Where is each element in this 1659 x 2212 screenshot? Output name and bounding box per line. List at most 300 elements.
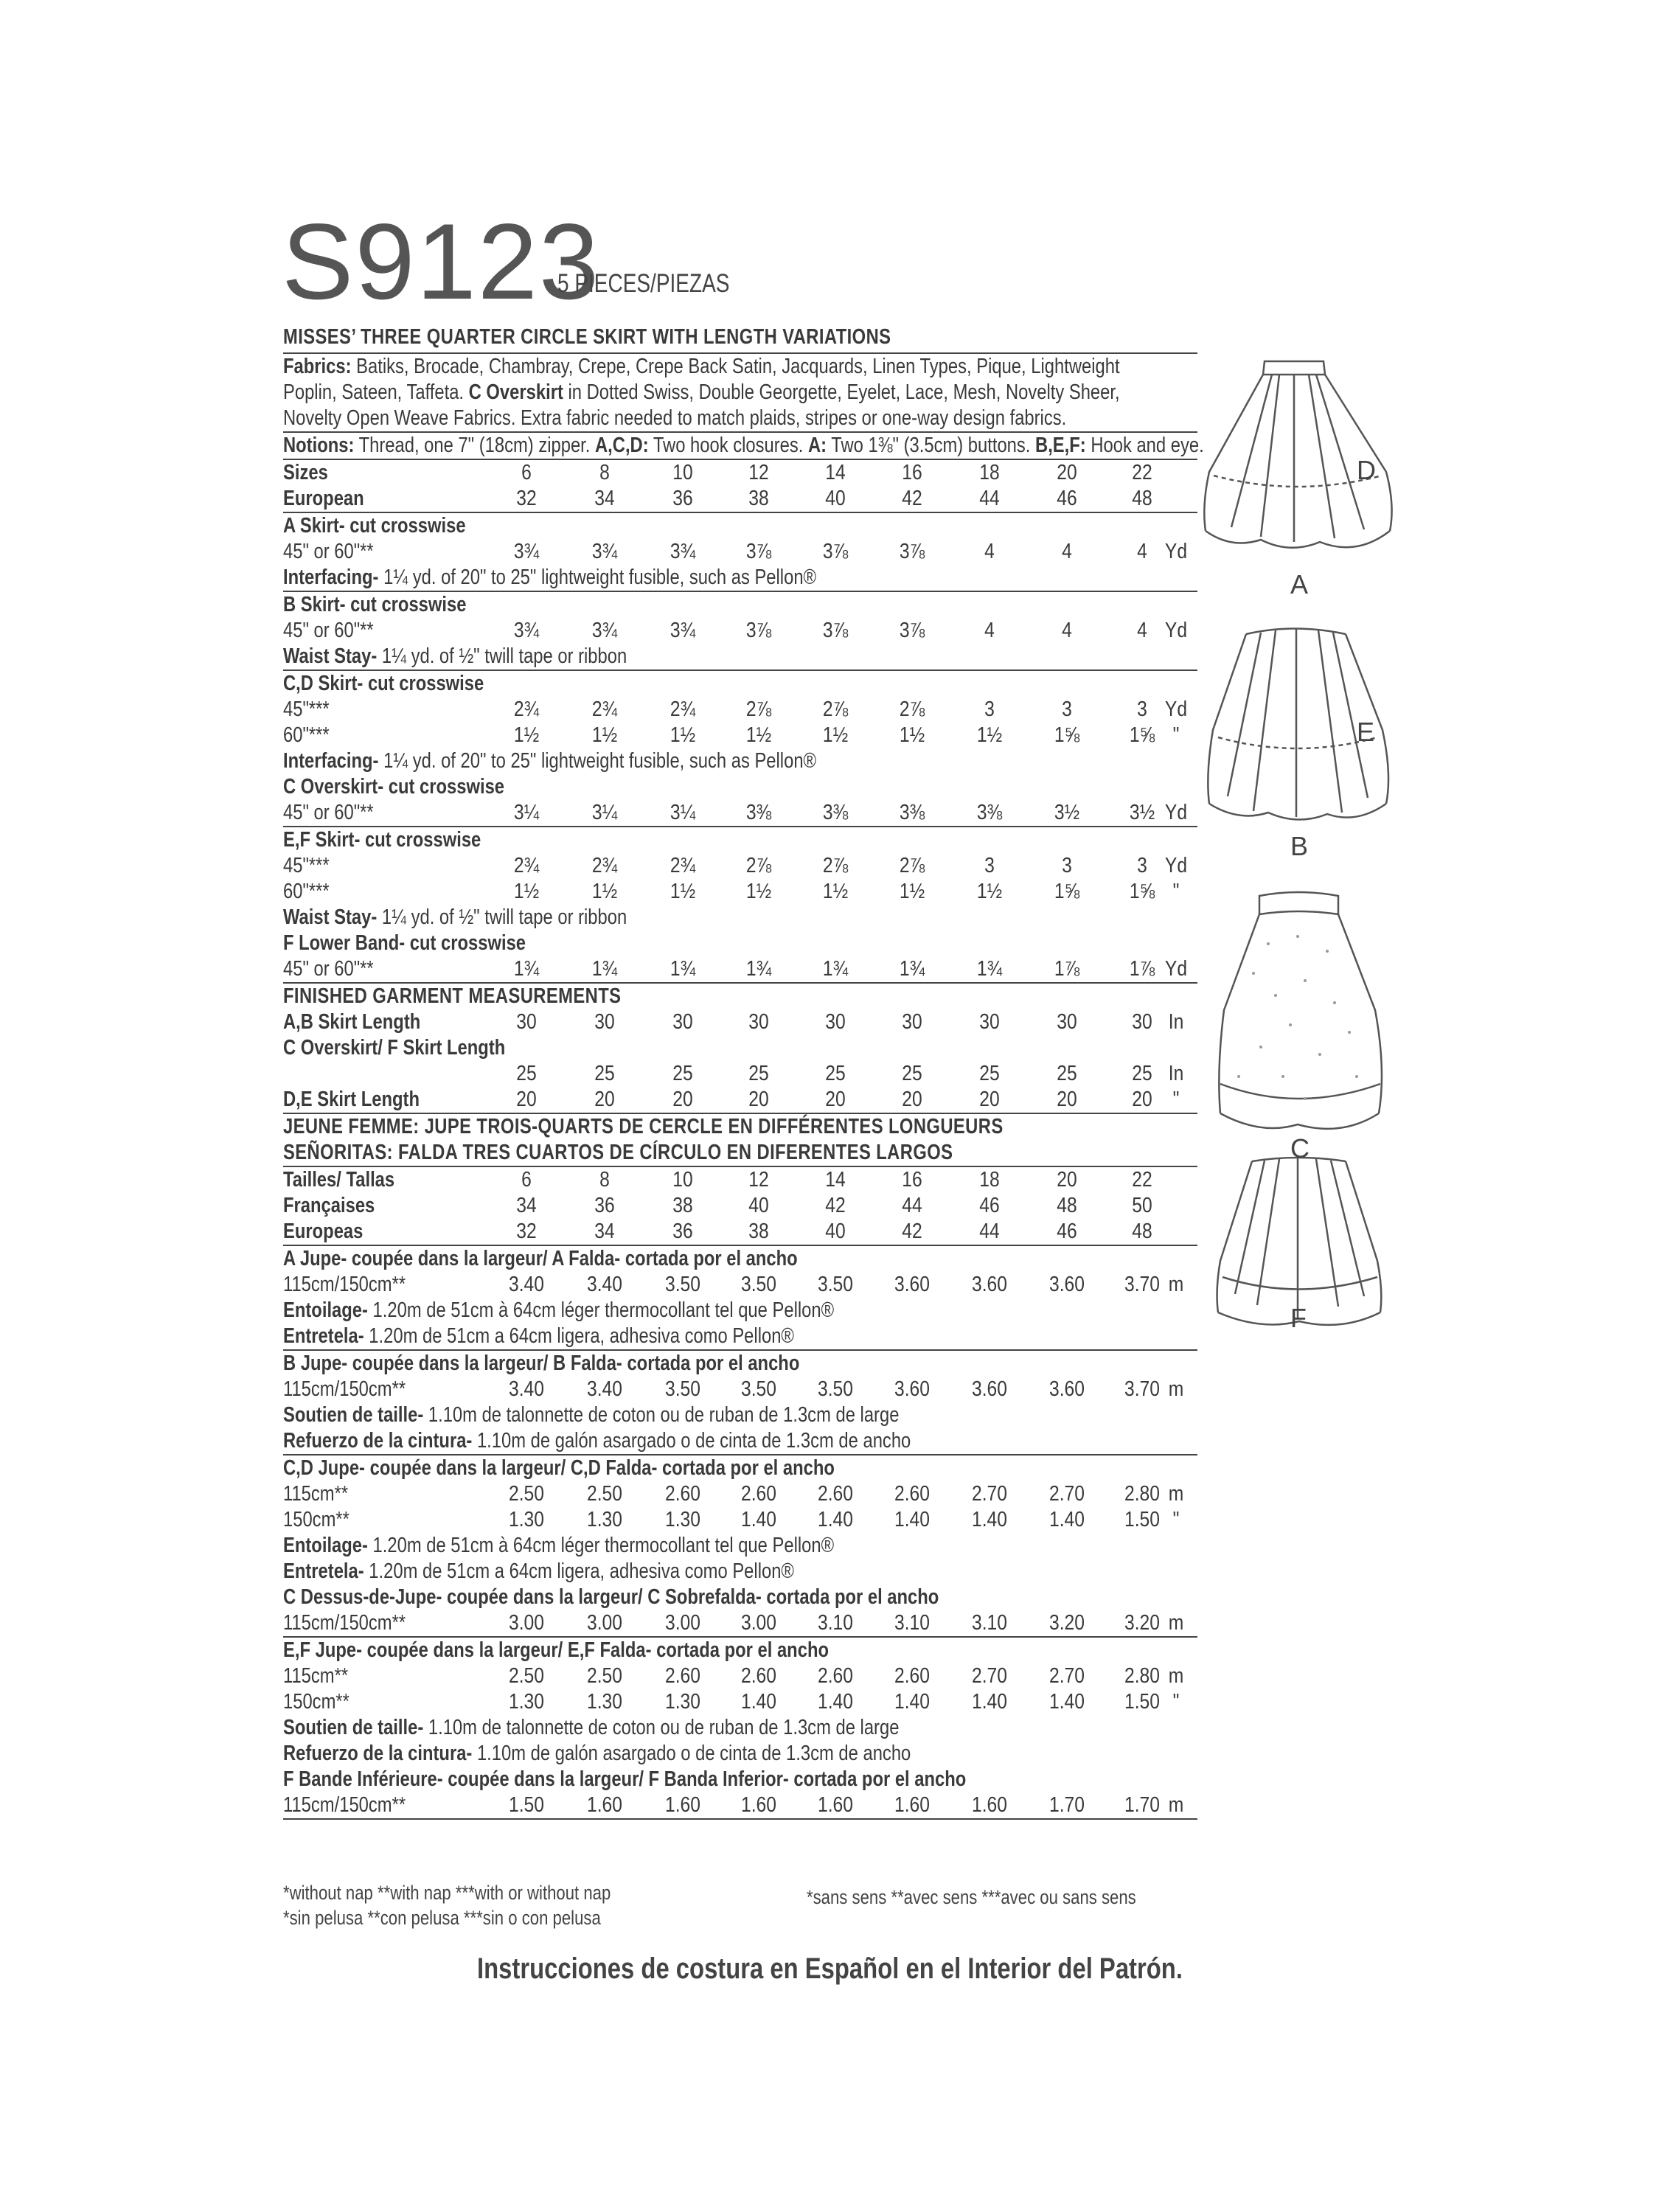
ef-refuerzo-label: Refuerzo de la cintura- [283, 1742, 473, 1765]
ef-jupe-row-115-cell: 2.50 [587, 1664, 622, 1688]
ef-jupe-row-115-cell: 2.60 [665, 1664, 700, 1688]
b-jupe-row-cell: 3.60 [972, 1377, 1007, 1401]
ef-jupe-row-115-cell: 2.70 [1049, 1664, 1085, 1688]
ab-length-row-cell: 30 [1057, 1010, 1077, 1034]
finished-measurements-heading-line [283, 984, 1197, 1009]
cd-jupe-row-150-unit: " [1172, 1508, 1180, 1531]
cd-skirt-row-60-cell: 1⅝ [1129, 723, 1155, 747]
ef-skirt-row-45-cell: 2⅞ [822, 854, 849, 877]
cd-skirt-row-60-cell: 1½ [745, 723, 772, 747]
ef-jupe-row-115-unit: m [1168, 1664, 1184, 1688]
a-skirt-row-unit: Yd [1164, 540, 1188, 563]
tailles-row-label: Tailles/ Tallas [283, 1168, 395, 1192]
cd-entoilage-label: Entoilage- [283, 1534, 368, 1557]
european-sizes-row-cell: 46 [1057, 487, 1077, 510]
ef-skirt-row-60-cell: 1½ [899, 880, 925, 903]
f-bande-heading: F Bande Inférieure- coupée dans la largeur/ F Banda Inferior- cortada por el ancho [283, 1767, 967, 1791]
view-label-e: E [1357, 717, 1375, 747]
de-length-row-cell: 20 [516, 1088, 537, 1111]
f-lower-band-row-cell: 1¾ [745, 957, 772, 981]
cd-jupe-row-150-cell: 1.40 [741, 1508, 776, 1531]
cd-entretela-line [283, 1559, 1197, 1585]
sizes-row-cell: 18 [979, 461, 1000, 484]
ab-length-row [283, 1009, 1197, 1035]
cd-skirt-row-60-unit: " [1172, 723, 1180, 747]
de-length-row-cell: 20 [1057, 1088, 1077, 1111]
b-refuerzo-line [283, 1428, 1197, 1454]
ef-refuerzo [283, 1741, 911, 1767]
europeas-row-cell: 44 [979, 1220, 1000, 1243]
ef-waist-stay [283, 905, 627, 931]
cd-jupe-row-115-cell: 2.50 [587, 1482, 622, 1506]
a-skirt-row-cell: 3⅞ [745, 540, 772, 563]
skirt-c-texture [1237, 935, 1358, 1100]
european-sizes-row [283, 486, 1197, 512]
b-jupe-row-cell: 3.40 [587, 1377, 622, 1401]
f-bande-row-cell: 1.60 [894, 1793, 930, 1817]
f-bande-heading-line [283, 1767, 1197, 1792]
f-bande-row-cell: 1.50 [509, 1793, 544, 1817]
view-label-a: A [1290, 569, 1309, 599]
b-skirt-row-cell: 4 [1137, 619, 1147, 642]
francaises-row-cell: 38 [672, 1194, 693, 1217]
b-refuerzo [283, 1428, 911, 1454]
cd-jupe-row-150-cell: 1.50 [1124, 1508, 1160, 1531]
cd-jupe-row-115-label: 115cm** [283, 1482, 349, 1506]
cd-skirt-row-45-cell: 2¾ [513, 698, 540, 721]
title-spanish: SEÑORITAS: FALDA TRES CUARTOS DE CÍRCULO EN DIFERENTES LARGOS [283, 1141, 953, 1164]
b-jupe-heading: B Jupe- coupée dans la largeur/ B Falda- cortada por el ancho [283, 1352, 800, 1375]
cf-length-row-cell: 25 [594, 1062, 615, 1085]
notions-t1: Thread, one 7" (18cm) zipper. [354, 434, 595, 457]
footnotes [283, 1880, 1212, 1939]
sizes-row-label: Sizes [283, 461, 328, 484]
ef-soutien [283, 1715, 899, 1741]
a-skirt-row-label: 45" or 60"** [283, 540, 374, 563]
b-waist-stay [283, 644, 627, 669]
a-skirt-row-cell: 4 [1062, 540, 1072, 563]
cd-skirt-row-45-cell: 2⅞ [822, 698, 849, 721]
ef-skirt-row-60-cell: 1½ [591, 880, 618, 903]
f-bande-row-cell: 1.70 [1124, 1793, 1160, 1817]
title-french-line [283, 1114, 1197, 1140]
ef-jupe-row-115-cell: 2.80 [1124, 1664, 1160, 1688]
a-skirt-row-cell: 3⅞ [899, 540, 925, 563]
c-overskirt-row-cell: 3½ [1054, 801, 1080, 824]
view-label-c: C [1290, 1133, 1310, 1164]
f-lower-band-row-cell: 1⅞ [1129, 957, 1155, 981]
c-overskirt-row [283, 800, 1197, 826]
f-lower-band-row-label: 45" or 60"** [283, 957, 374, 981]
francaises-row-label: Françaises [283, 1194, 375, 1217]
b-skirt-heading: B Skirt- cut crosswise [283, 593, 467, 616]
a-jupe-row-label: 115cm/150cm** [283, 1273, 406, 1296]
europeas-row-cell: 32 [516, 1220, 537, 1243]
cd-skirt-row-45-cell: 2⅞ [899, 698, 925, 721]
ef-jupe-row-115-cell: 2.50 [509, 1664, 544, 1688]
ef-skirt-row-45-label: 45"*** [283, 854, 330, 877]
ef-skirt-row-45-cell: 2⅞ [745, 854, 772, 877]
cf-length-row [283, 1061, 1197, 1087]
ef-jupe-row-150-cell: 1.40 [894, 1690, 930, 1714]
cd-jupe-row-115-cell: 2.70 [1049, 1482, 1085, 1506]
footnote-es: *sin pelusa **con pelusa ***sin o con pelusa [283, 1907, 601, 1929]
piece-count: 5 PIECES/PIEZAS [557, 269, 730, 298]
b-soutien-text: 1.10m de talonnette de coton ou de ruban de 1.3cm de large [423, 1403, 900, 1427]
a-skirt-row-cell: 4 [1137, 540, 1147, 563]
c-dessus-row-cell: 3.00 [741, 1611, 776, 1635]
cd-skirt-row-45-cell: 3 [1137, 698, 1147, 721]
c-dessus-row-unit: m [1168, 1611, 1184, 1635]
cf-length-row-cell: 25 [748, 1062, 769, 1085]
cd-interfacing-text: 1¼ yd. of 20" to 25" lightweight fusible, such as Pellon® [378, 749, 817, 773]
europeas-row-label: Europeas [283, 1220, 364, 1243]
de-length-row-cell: 20 [979, 1088, 1000, 1111]
f-bande-row-cell: 1.60 [972, 1793, 1007, 1817]
cd-jupe-row-150-cell: 1.40 [894, 1508, 930, 1531]
spanish-instructions-note: Instrucciones de costura en Español en el Interior del Patrón. [476, 1952, 1183, 1985]
b-jupe-row-cell: 3.60 [1049, 1377, 1085, 1401]
ef-skirt-row-45-cell: 3 [1062, 854, 1072, 877]
a-skirt-heading: A Skirt- cut crosswise [283, 514, 466, 538]
a-skirt-heading-line [283, 513, 1197, 539]
a-jupe-heading-line [283, 1246, 1197, 1272]
f-lower-band-row-cell: 1¾ [591, 957, 618, 981]
ab-length-row-unit: In [1168, 1010, 1184, 1034]
b-jupe-row-cell: 3.50 [818, 1377, 853, 1401]
b-skirt-heading-line [283, 592, 1197, 618]
cd-jupe-row-150-cell: 1.40 [1049, 1508, 1085, 1531]
c-overskirt-row-cell: 3⅜ [822, 801, 849, 824]
a-jupe-row-cell: 3.70 [1124, 1273, 1160, 1296]
cd-jupe-row-115-cell: 2.60 [894, 1482, 930, 1506]
francaises-row-cell: 42 [825, 1194, 846, 1217]
ef-jupe-row-115-cell: 2.70 [972, 1664, 1007, 1688]
ef-jupe-row-115-cell: 2.60 [894, 1664, 930, 1688]
cd-interfacing [283, 748, 816, 774]
a-jupe-row [283, 1272, 1197, 1298]
cd-jupe-heading-line [283, 1455, 1197, 1481]
european-sizes-row-cell: 44 [979, 487, 1000, 510]
notions-l3: A: [807, 434, 827, 457]
c-dessus-row-cell: 3.10 [972, 1611, 1007, 1635]
a-entoilage-line [283, 1298, 1197, 1324]
sizes-row-cell: 12 [748, 461, 769, 484]
sizes-row-cell: 16 [902, 461, 922, 484]
francaises-row-cell: 36 [594, 1194, 615, 1217]
fabrics-line-3: Novelty Open Weave Fabrics. Extra fabric needed to match plaids, stripes or one-way design fabrics. [283, 406, 1067, 430]
cd-skirt-row-45 [283, 697, 1197, 723]
fabrics-text-2b: in Dotted Swiss, Double Georgette, Eyelet, Lace, Mesh, Novelty Sheer, [563, 380, 1120, 404]
c-dessus-row-label: 115cm/150cm** [283, 1611, 406, 1635]
european-sizes-row-cell: 36 [672, 487, 693, 510]
ef-refuerzo-text: 1.10m de galón asargado o de cinta de 1.3cm de ancho [472, 1742, 911, 1765]
ef-jupe-row-115-cell: 2.60 [741, 1664, 776, 1688]
sizes-row [283, 460, 1197, 486]
a-jupe-row-cell: 3.50 [741, 1273, 776, 1296]
f-bande-row-cell: 1.60 [818, 1793, 853, 1817]
ab-length-row-cell: 30 [748, 1010, 769, 1034]
ef-skirt-row-45 [283, 853, 1197, 879]
ef-skirt-heading-line [283, 827, 1197, 853]
cf-length-row-cell: 25 [672, 1062, 693, 1085]
sizes-row-cell: 14 [825, 461, 846, 484]
a-entoilage-label: Entoilage- [283, 1298, 368, 1322]
europeas-row [283, 1219, 1197, 1245]
cd-entoilage-text: 1.20m de 51cm à 64cm léger thermocollant tel que Pellon® [367, 1534, 835, 1557]
francaises-row [283, 1193, 1197, 1219]
c-overskirt-row-cell: 3⅜ [745, 801, 772, 824]
ef-jupe-row-150-cell: 1.40 [741, 1690, 776, 1714]
cf-length-row-cell: 25 [979, 1062, 1000, 1085]
a-entretela-text: 1.20m de 51cm a 64cm ligera, adhesiva como Pellon® [364, 1324, 794, 1348]
europeas-row-cell: 40 [825, 1220, 846, 1243]
garment-title-line [283, 324, 1197, 352]
cd-skirt-row-45-cell: 3 [1062, 698, 1072, 721]
cd-jupe-heading: C,D Jupe- coupée dans la largeur/ C,D Falda- cortada por el ancho [283, 1456, 835, 1480]
ef-skirt-row-60-cell: 1½ [976, 880, 1003, 903]
european-sizes-row-label: European [283, 487, 364, 510]
cd-skirt-row-60-cell: 1½ [976, 723, 1003, 747]
cd-jupe-row-115-cell: 2.70 [972, 1482, 1007, 1506]
cd-entoilage [283, 1533, 834, 1559]
f-lower-band-row-cell: 1¾ [513, 957, 540, 981]
ef-skirt-row-60-cell: 1⅝ [1129, 880, 1155, 903]
de-length-row-cell: 20 [594, 1088, 615, 1111]
b-jupe-row-cell: 3.60 [894, 1377, 930, 1401]
a-jupe-row-cell: 3.60 [972, 1273, 1007, 1296]
b-skirt-row-cell: 3¾ [669, 619, 696, 642]
a-jupe-row-cell: 3.60 [894, 1273, 930, 1296]
cd-skirt-heading-line [283, 671, 1197, 697]
a-skirt-row-cell: 3¾ [591, 540, 618, 563]
a-jupe-row-unit: m [1168, 1273, 1184, 1296]
footnote-en: *without nap **with nap ***with or without nap [283, 1882, 611, 1904]
c-overskirt-row-cell: 3¼ [591, 801, 618, 824]
europeas-row-cell: 34 [594, 1220, 615, 1243]
skirt-view-f-drawing [1217, 1158, 1382, 1325]
ef-skirt-row-45-cell: 3 [1137, 854, 1147, 877]
ef-skirt-row-45-unit: Yd [1164, 854, 1188, 877]
ef-refuerzo-line [283, 1741, 1197, 1767]
a-skirt-row-cell: 3⅞ [822, 540, 849, 563]
ef-jupe-row-150-cell: 1.40 [818, 1690, 853, 1714]
a-interfacing-label: Interfacing- [283, 566, 379, 589]
c-dessus-row-cell: 3.00 [509, 1611, 544, 1635]
b-skirt-row-cell: 3⅞ [745, 619, 772, 642]
cd-skirt-row-60-cell: 1½ [591, 723, 618, 747]
cd-skirt-row-60 [283, 723, 1197, 748]
de-length-row-cell: 20 [748, 1088, 769, 1111]
c-overskirt-row-cell: 3½ [1129, 801, 1155, 824]
ef-jupe-row-115-label: 115cm** [283, 1664, 349, 1688]
b-refuerzo-label: Refuerzo de la cintura- [283, 1429, 473, 1453]
cd-jupe-row-115-cell: 2.80 [1124, 1482, 1160, 1506]
cd-skirt-row-45-cell: 2¾ [669, 698, 696, 721]
ef-waist-stay-line [283, 905, 1197, 931]
c-overskirt-heading: C Overskirt- cut crosswise [283, 775, 505, 799]
sizes-row-cell: 20 [1057, 461, 1077, 484]
b-soutien-line [283, 1402, 1197, 1428]
cd-interfacing-line [283, 748, 1197, 774]
de-length-row-label: D,E Skirt Length [283, 1088, 420, 1111]
f-bande-row-cell: 1.60 [741, 1793, 776, 1817]
view-label-d: D [1357, 455, 1376, 485]
tailles-row-cell: 10 [672, 1168, 693, 1192]
ef-skirt-row-45-cell: 2⅞ [899, 854, 925, 877]
envelope-back-info [283, 324, 1204, 1820]
b-jupe-row-label: 115cm/150cm** [283, 1377, 406, 1401]
francaises-row-cell: 40 [748, 1194, 769, 1217]
c-dessus-row-cell: 3.10 [818, 1611, 853, 1635]
b-skirt-row [283, 618, 1197, 644]
cd-entretela-text: 1.20m de 51cm a 64cm ligera, adhesiva como Pellon® [364, 1559, 794, 1583]
c-overskirt-row-cell: 3¼ [513, 801, 540, 824]
francaises-row-cell: 50 [1132, 1194, 1152, 1217]
ef-skirt-row-45-cell: 2¾ [591, 854, 618, 877]
c-dessus-row-cell: 3.20 [1049, 1611, 1085, 1635]
a-skirt-row [283, 539, 1197, 565]
tailles-row-cell: 16 [902, 1168, 922, 1192]
f-bande-row-cell: 1.60 [665, 1793, 700, 1817]
ef-jupe-row-150-label: 150cm** [283, 1690, 349, 1714]
ef-skirt-row-60-cell: 1½ [745, 880, 772, 903]
view-label-b: B [1290, 831, 1309, 861]
ef-jupe-row-115-cell: 2.60 [818, 1664, 853, 1688]
fabrics-label: Fabrics: [283, 355, 352, 378]
f-lower-band-row-cell: 1⅞ [1054, 957, 1080, 981]
cd-skirt-row-60-cell: 1½ [822, 723, 849, 747]
title-french: JEUNE FEMME: JUPE TROIS-QUARTS DE CERCLE EN DIFFÉRENTES LONGUEURS [283, 1115, 1004, 1138]
b-skirt-row-cell: 4 [1062, 619, 1072, 642]
fabrics-text-2a: Poplin, Sateen, Taffeta. [283, 380, 469, 404]
tailles-row-cell: 22 [1132, 1168, 1152, 1192]
cd-entretela-label: Entretela- [283, 1559, 364, 1583]
view-label-f: F [1290, 1303, 1307, 1333]
ef-jupe-row-150-cell: 1.30 [509, 1690, 544, 1714]
sizes-row-cell: 22 [1132, 461, 1152, 484]
ef-jupe-row-150-cell: 1.50 [1124, 1690, 1160, 1714]
cd-jupe-row-150-label: 150cm** [283, 1508, 349, 1531]
a-interfacing [283, 565, 816, 591]
a-skirt-row-cell: 4 [984, 540, 995, 563]
a-skirt-row-cell: 3¾ [513, 540, 540, 563]
b-jupe-row-cell: 3.40 [509, 1377, 544, 1401]
tailles-row-cell: 8 [599, 1168, 610, 1192]
cd-skirt-heading: C,D Skirt- cut crosswise [283, 672, 484, 695]
a-jupe-row-cell: 3.40 [509, 1273, 544, 1296]
f-lower-band-row-unit: Yd [1164, 957, 1188, 981]
footnote-fr: *sans sens **avec sens ***avec ou sans sens [807, 1886, 1136, 1908]
european-sizes-row-cell: 40 [825, 487, 846, 510]
cf-length-row-cell: 25 [825, 1062, 846, 1085]
ef-soutien-label: Soutien de taille- [283, 1716, 424, 1739]
a-entoilage-text: 1.20m de 51cm à 64cm léger thermocollant tel que Pellon® [367, 1298, 835, 1322]
cd-skirt-row-45-cell: 2⅞ [745, 698, 772, 721]
fabrics-text-1: Batiks, Brocade, Chambray, Crepe, Crepe Back Satin, Jacquards, Linen Types, Pique, Lightweight [351, 355, 1120, 378]
c-overskirt-row-cell: 3⅜ [976, 801, 1003, 824]
cd-jupe-row-115-cell: 2.50 [509, 1482, 544, 1506]
francaises-row-cell: 46 [979, 1194, 1000, 1217]
c-dessus-row [283, 1610, 1197, 1636]
cd-jupe-row-150-cell: 1.40 [818, 1508, 853, 1531]
a-skirt-row-cell: 3¾ [669, 540, 696, 563]
ab-length-row-label: A,B Skirt Length [283, 1010, 421, 1034]
a-jupe-row-cell: 3.50 [818, 1273, 853, 1296]
cd-interfacing-label: Interfacing- [283, 749, 379, 773]
cd-skirt-row-45-cell: 3 [984, 698, 995, 721]
b-soutien-label: Soutien de taille- [283, 1403, 424, 1427]
f-lower-band-row-cell: 1¾ [976, 957, 1003, 981]
ef-skirt-row-60-unit: " [1172, 880, 1180, 903]
c-overskirt-row-unit: Yd [1164, 801, 1188, 824]
europeas-row-cell: 42 [902, 1220, 922, 1243]
tailles-row-cell: 14 [825, 1168, 846, 1192]
b-waist-stay-text: 1¼ yd. of ½" twill tape or ribbon [377, 644, 627, 668]
a-entretela-line [283, 1324, 1197, 1349]
cd-skirt-row-60-cell: 1½ [669, 723, 696, 747]
ef-jupe-heading: E,F Jupe- coupée dans la largeur/ E,F Falda- cortada por el ancho [283, 1638, 829, 1662]
f-lower-band-row-cell: 1¾ [899, 957, 925, 981]
a-entretela [283, 1324, 794, 1349]
f-lower-band-row-cell: 1¾ [822, 957, 849, 981]
sizes-row-cell: 10 [672, 461, 693, 484]
ef-skirt-row-60-cell: 1½ [513, 880, 540, 903]
overskirt-label: C Overskirt [468, 380, 563, 404]
a-jupe-heading: A Jupe- coupée dans la largeur/ A Falda- cortada por el ancho [283, 1247, 798, 1270]
ef-jupe-row-150 [283, 1689, 1197, 1715]
ef-jupe-row-150-cell: 1.30 [665, 1690, 700, 1714]
pattern-number: S9123 [282, 201, 601, 321]
title-spanish-line [283, 1140, 1197, 1166]
ab-length-row-cell: 30 [1132, 1010, 1152, 1034]
a-jupe-row-cell: 3.40 [587, 1273, 622, 1296]
tailles-row-cell: 20 [1057, 1168, 1077, 1192]
cd-jupe-row-115-cell: 2.60 [665, 1482, 700, 1506]
de-length-row-cell: 20 [902, 1088, 922, 1111]
b-soutien [283, 1402, 899, 1428]
a-entoilage [283, 1298, 834, 1324]
ef-soutien-line [283, 1715, 1197, 1741]
european-sizes-row-cell: 32 [516, 487, 537, 510]
francaises-row-cell: 44 [902, 1194, 922, 1217]
notions-t4: Hook and eye. [1085, 434, 1204, 457]
f-lower-band-row-cell: 1¾ [669, 957, 696, 981]
b-jupe-heading-line [283, 1351, 1197, 1377]
b-skirt-row-label: 45" or 60"** [283, 619, 374, 642]
ef-jupe-heading-line [283, 1638, 1197, 1663]
f-bande-row-cell: 1.70 [1049, 1793, 1085, 1817]
b-skirt-row-cell: 3⅞ [822, 619, 849, 642]
b-skirt-row-unit: Yd [1164, 619, 1188, 642]
sizes-row-cell: 8 [599, 461, 610, 484]
ef-jupe-row-150-unit: " [1172, 1690, 1180, 1714]
c-dessus-heading-line [283, 1585, 1197, 1610]
a-jupe-row-cell: 3.60 [1049, 1273, 1085, 1296]
ef-skirt-row-45-cell: 2¾ [669, 854, 696, 877]
b-waist-stay-label: Waist Stay- [283, 644, 378, 668]
cd-skirt-row-45-unit: Yd [1164, 698, 1188, 721]
cd-jupe-row-115-unit: m [1168, 1482, 1184, 1506]
ab-length-row-cell: 30 [979, 1010, 1000, 1034]
cd-jupe-row-150-cell: 1.30 [509, 1508, 544, 1531]
cd-jupe-row-150 [283, 1507, 1197, 1533]
b-skirt-row-cell: 3⅞ [899, 619, 925, 642]
europeas-row-cell: 36 [672, 1220, 693, 1243]
europeas-row-cell: 48 [1132, 1220, 1152, 1243]
ab-length-row-cell: 30 [825, 1010, 846, 1034]
cf-length-row-cell: 25 [1132, 1062, 1152, 1085]
